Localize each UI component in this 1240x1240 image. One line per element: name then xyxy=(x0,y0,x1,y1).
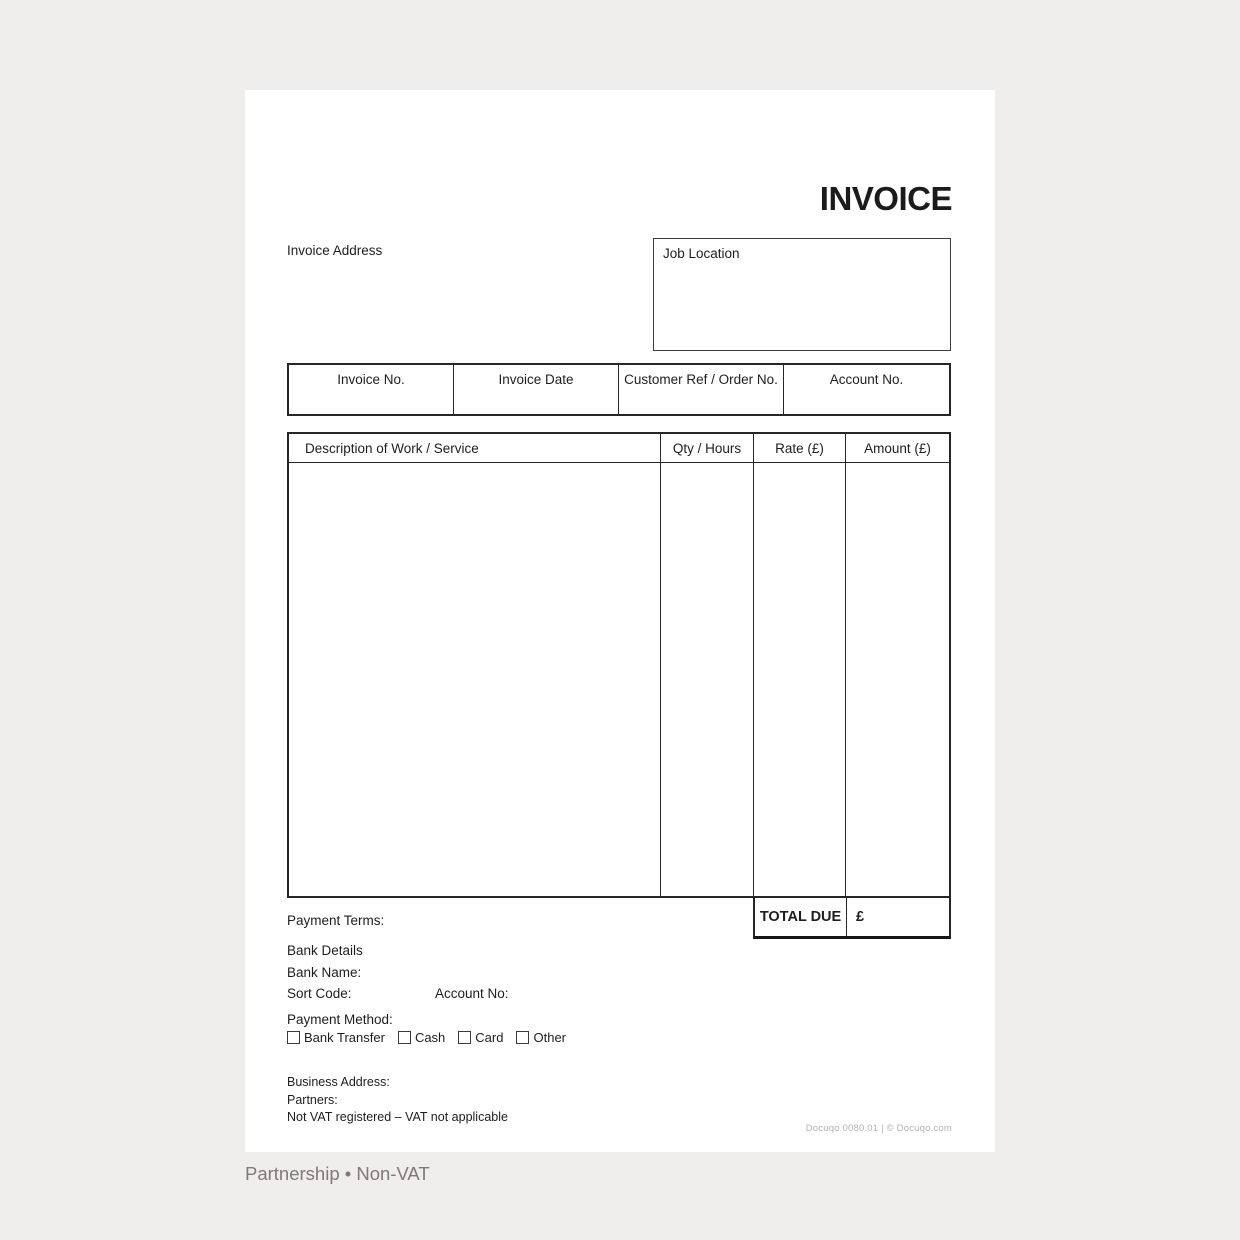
bank-transfer-checkbox[interactable] xyxy=(287,1031,300,1044)
rate-header: Rate (£) xyxy=(754,434,845,463)
description-body xyxy=(289,463,660,896)
line-items-table xyxy=(287,432,951,898)
card-option[interactable] xyxy=(458,1030,503,1045)
invoice-page xyxy=(245,90,995,1152)
job-location-label: Job Location xyxy=(663,246,740,261)
card-label: Card xyxy=(475,1030,504,1045)
bank-transfer-option[interactable] xyxy=(287,1030,385,1045)
invoice-info-table xyxy=(287,363,951,416)
total-due-amount-cell: £ xyxy=(856,909,865,925)
card-checkbox[interactable] xyxy=(458,1031,471,1044)
sort-code-row xyxy=(287,986,687,1001)
vat-note: Not VAT registered – VAT not applicable xyxy=(287,1110,508,1124)
rate-column xyxy=(754,434,846,896)
payment-method-label: Payment Method: xyxy=(287,1012,393,1027)
description-column xyxy=(289,434,661,896)
sort-code-label: Sort Code: xyxy=(287,986,352,1001)
customer-ref-header: Customer Ref / Order No. xyxy=(619,365,784,414)
invoice-date-header: Invoice Date xyxy=(454,365,619,414)
bank-transfer-label: Bank Transfer xyxy=(304,1030,385,1045)
product-caption: Partnership • Non-VAT xyxy=(245,1163,430,1184)
amount-header: Amount (£) xyxy=(846,434,949,463)
payment-terms-label: Payment Terms: xyxy=(287,913,385,928)
rate-body xyxy=(754,463,845,896)
other-option[interactable] xyxy=(516,1030,566,1045)
cash-option[interactable] xyxy=(398,1030,445,1045)
amount-body xyxy=(846,463,949,896)
bank-name-label: Bank Name: xyxy=(287,965,362,980)
docuqo-credit: Docuqo 0080.01 | © Docuqo.com xyxy=(805,1123,952,1134)
amount-column xyxy=(846,434,949,896)
qty-hours-body xyxy=(661,463,753,896)
job-location-box xyxy=(653,238,951,351)
invoice-address-label: Invoice Address xyxy=(287,243,383,258)
total-due-row xyxy=(753,898,951,939)
payment-method-options xyxy=(287,1030,566,1045)
partners-label: Partners: xyxy=(287,1093,338,1107)
invoice-no-header: Invoice No. xyxy=(289,365,454,414)
other-label: Other xyxy=(533,1030,566,1045)
description-header: Description of Work / Service xyxy=(289,434,660,463)
bank-details-label: Bank Details xyxy=(287,943,363,958)
qty-hours-header: Qty / Hours xyxy=(661,434,753,463)
account-no-header: Account No. xyxy=(829,372,904,387)
qty-hours-column xyxy=(661,434,754,896)
cash-checkbox[interactable] xyxy=(398,1031,411,1044)
page-title: INVOICE xyxy=(819,180,952,217)
account-no-label: Account No: xyxy=(435,986,509,1001)
business-address-label: Business Address: xyxy=(287,1075,390,1089)
other-checkbox[interactable] xyxy=(516,1031,529,1044)
cash-label: Cash xyxy=(414,1030,446,1045)
total-due-label: TOTAL DUE xyxy=(755,898,847,936)
